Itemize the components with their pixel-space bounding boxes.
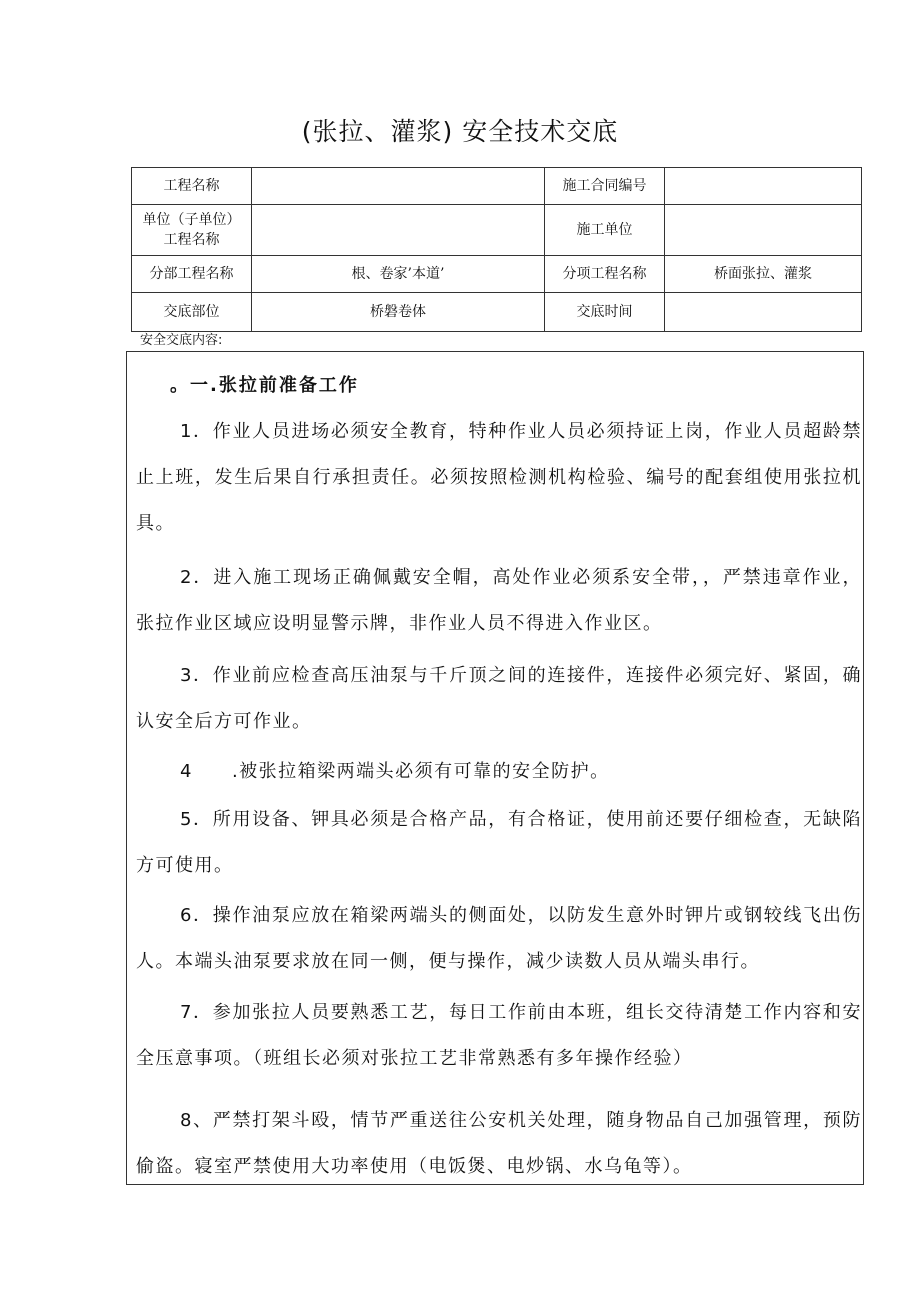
unit-label-line2: 工程名称 — [163, 232, 220, 248]
paragraph-5: 5．所用设备、钾具必须是合格产品，有合格证，使用前还要仔细检查，无缺陷方可使用。 — [136, 809, 862, 876]
paragraph-4: 4 .被张拉箱梁两端头必须有可靠的安全防护。 — [180, 761, 610, 782]
subitem-label: 分项工程名称 — [545, 256, 665, 293]
unit-label — [132, 205, 252, 256]
unit-value — [252, 205, 545, 256]
section-title: 。一.张拉前准备工作 — [170, 375, 359, 396]
paragraph-1: 1．作业人员进场必须安全教育，特种作业人员必须持证上岗，作业人员超龄禁止上班，发生后果自行承担责任。必须按照检测机构检验、编号的配套组使用张拉机具。 — [136, 421, 862, 534]
construction-unit-value — [665, 205, 862, 256]
table-row — [132, 205, 862, 256]
paragraph-2: 2．进入施工现场正确佩戴安全帽，高处作业必须系安全带，，严禁违章作业，张拉作业区域应设明显警示牌，非作业人员不得进入作业区。 — [136, 567, 862, 634]
project-name-value — [252, 168, 545, 205]
time-value — [665, 293, 862, 332]
contract-no-value — [665, 168, 862, 205]
content-label: 安全交底内容: — [140, 333, 223, 348]
construction-unit-label: 施工单位 — [545, 205, 665, 256]
unit-label-line1: 单位（子单位） — [142, 212, 241, 228]
division-value: 根、卷家’本道’ — [252, 256, 545, 293]
info-table — [131, 167, 862, 332]
contract-no-label: 施工合同编号 — [545, 168, 665, 205]
location-value: 桥磐卷体 — [252, 293, 545, 332]
paragraph-3: 3．作业前应检查高压油泵与千斤顶之间的连接件，连接件必须完好、紧固，确认安全后方可作业。 — [136, 665, 862, 732]
paragraph-8: 8、严禁打架斗殴，情节严重送往公安机关处理，随身物品自己加强管理，预防偷盗。寝室严禁使用大功率使用（电饭煲、电炒锅、水乌龟等）。 — [136, 1110, 862, 1177]
table-row — [132, 293, 862, 332]
paragraph-6: 6．操作油泵应放在箱梁两端头的侧面处，以防发生意外时钾片或钢较线飞出伤人。本端头油泵要求放在同一侧，便与操作，减少读数人员从端头串行。 — [136, 905, 862, 972]
subitem-value: 桥面张拉、灌浆 — [665, 256, 862, 293]
page-title: (张拉、灌浆) 安全技术交底 — [301, 117, 619, 146]
division-label: 分部工程名称 — [132, 256, 252, 293]
project-name-label: 工程名称 — [132, 168, 252, 205]
time-label: 交底时间 — [545, 293, 665, 332]
table-row — [132, 168, 862, 205]
table-row — [132, 256, 862, 293]
location-label: 交底部位 — [132, 293, 252, 332]
paragraph-7: 7．参加张拉人员要熟悉工艺，每日工作前由本班，组长交待清楚工作内容和安全压意事项。（班组长必须对张拉工艺非常熟悉有多年操作经验） — [136, 1002, 862, 1069]
